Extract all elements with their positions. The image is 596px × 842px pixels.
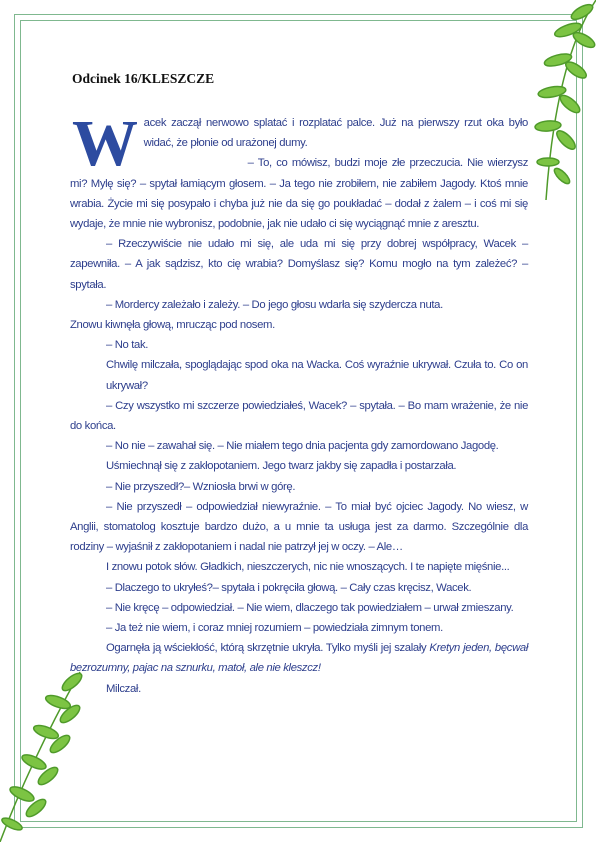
paragraph: – Nie kręcę – odpowiedział. – Nie wiem, dlaczego tak powiedziałem – urwał zmieszany. <box>106 601 514 614</box>
paragraph: – Czy wszystko mi szczerze powiedziałeś, Wacek? – spytała. – Bo mam wrażenie, że nie do końca. <box>70 399 528 433</box>
paragraph: – Ja też nie wiem, i coraz mniej rozumiem – powiedziała zimnym tonem. <box>106 622 443 635</box>
paragraph: Uśmiechnął się z zakłopotaniem. Jego twarz jakby się zapadła i postarzała. <box>106 460 457 473</box>
paragraph: Chwilę milczała, spoglądając spod oka na Wacka. Coś wyraźnie ukrywał. Czuła to. Co on ukrywał? <box>106 359 528 392</box>
paragraph: – Nie przyszedł – odpowiedział niewyraźnie. – To miał być ojciec Jagody. No wiesz, w Anglii, stomatolog kosztuje bardzo dużo, a u mnie ta usługa jest za darmo. Szczególnie dla rodziny – wyjaśnił z zakłopotaniem i nadal nie patrzył jej w oczy. – Ale… <box>70 500 528 554</box>
paragraph: – No nie – zawahał się. – Nie miałem tego dnia pacjenta gdy zamordowano Jagodę. <box>106 440 499 453</box>
paragraph: – Dlaczego to ukryłeś?– spytała i pokręciła głową. – Cały czas kręcisz, Wacek. <box>106 581 472 594</box>
paragraph: – To, co mówisz, budzi moje złe przeczucia. Nie wierzysz mi? Mylę się? – spytał łamiącym głosem. – Ja tego nie zrobiłem, nie zabiłem Jagody. Ktoś mnie wrabia. Życie mi się posypało i chyba już nie da się go poukładać – dodał z żalem – i coś mi się wydaje, że mnie nie wybronisz, podobnie, jak nie udało ci się wyciągnąć mnie z aresztu. <box>70 157 528 231</box>
chapter-title: Odcinek 16/KLESZCZE <box>72 71 215 86</box>
italic-thought: Kretyn jeden, bęcwał bezrozumny, pajac na sznurku, matoł, ale nie kleszcz! <box>70 642 528 675</box>
paragraph: – No tak. <box>106 339 149 352</box>
paragraph: Wacek zaczął nerwowo splatać i rozplatać palce. Już na pierwszy rzut oka było widać, że płonie od urażonej dumy. <box>72 107 528 180</box>
paragraph: – Nie przyszedł?– Wzniosła brwi w górę. <box>106 480 296 493</box>
paragraph: Ogarnęła ją wściekłość, którą skrzętnie ukryła. Tylko myśli jej szalały Kretyn jeden, bęcwał bezrozumny, pajac na sznurku, matoł, ale nie kleszcz! <box>70 642 528 675</box>
paragraph: Milczał. <box>106 682 141 695</box>
paragraph: Znowu kiwnęła głową, mrucząc pod nosem. <box>70 319 275 332</box>
paragraph: – Rzeczywiście nie udało mi się, ale uda mi się przy dobrej współpracy, Wacek – zapewniła. – A jak sądzisz, kto cię wrabia? Domyślasz się? Komu mogło na tym zależeć? – spytała. <box>70 238 528 291</box>
paragraph: – Mordercy zależało i zależy. – Do jego głosu wdarła się szydercza nuta. <box>106 298 443 311</box>
paragraph: I znowu potok słów. Gładkich, nieszczerych, nic nie wnoszących. I te napięte mięśnie... <box>106 561 510 574</box>
story-text <box>70 107 528 699</box>
drop-cap: W <box>72 107 138 180</box>
